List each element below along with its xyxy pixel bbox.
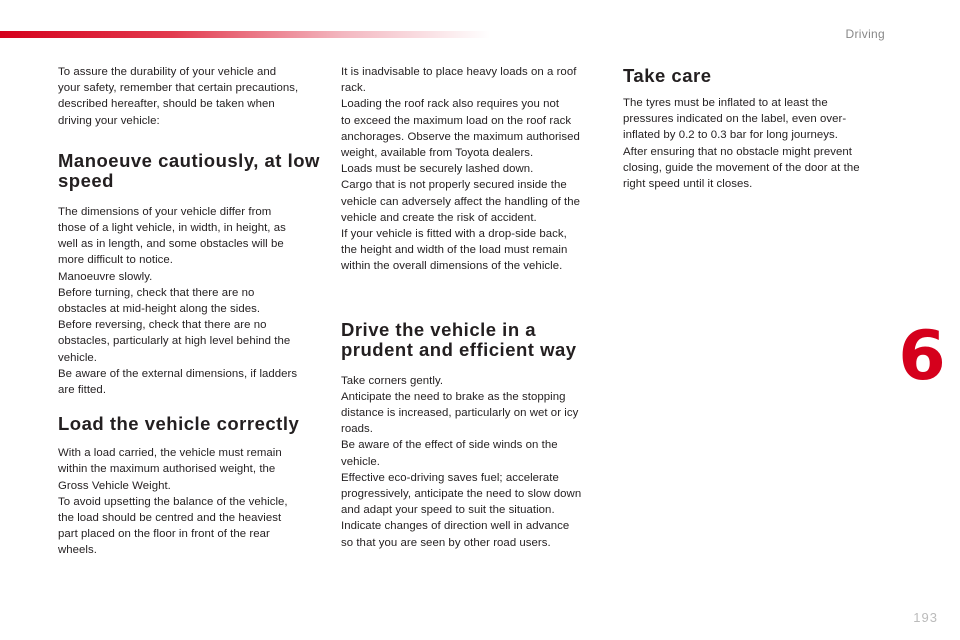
column-left bbox=[58, 64, 320, 559]
section-title: Driving bbox=[845, 27, 885, 41]
drive-paragraph: Take corners gently. Anticipate the need to brake as the stopping distance is increased, particularly on wet or icy roads. Be aware of the effect of side winds on the vehicle. Effective eco-driving saves fuel; accelerate progressively, anticipate the need to slow down and adapt your speed to suit the situation. Indicate changes of direction well in advance so that you are seen by other road users. bbox=[341, 374, 582, 549]
load-paragraph: With a load carried, the vehicle must remain within the maximum authorised weight, the Gross Vehicle Weight. To avoid upsetting the balance of the vehicle, the load should be centred and the heaviest part placed on the floor in front of the rear wheels. bbox=[58, 447, 288, 557]
heading-drive-prudent: Drive the vehicle in a prudent and efficient way bbox=[341, 318, 577, 360]
manoeuvre-paragraph: The dimensions of your vehicle differ from those of a light vehicle, in width, in height, as well as in length, and some obstacles will be more difficult to notice. Manoeuvre slowly. Before turning, check that there are no obstacles at mid-height along the sides. Before reversing, check that there are no obstacles, particularly at high level behind the vehicle. Be aware of the external dimensions, if ladders are fitted. bbox=[58, 205, 298, 397]
roof-rack-paragraph: It is inadvisable to place heavy loads on a roof rack. Loading the roof rack also requires you not to exceed the maximum load on the roof rack anchorages. Observe the maximum authorised weight, available from Toyota dealers. Loads must be securely lashed down. Cargo that is not properly secured inside the vehicle can adversely affect the handling of the vehicle and create the risk of accident. If your vehicle is fitted with a drop-side back, the height and width of the load must remain within the overall dimensions of the vehicle. bbox=[341, 66, 581, 273]
column-right bbox=[623, 66, 885, 192]
heading-take-care: Take care bbox=[623, 65, 712, 86]
intro-paragraph: To assure the durability of your vehicle and your safety, remember that certain precautions, described hereafter, should be taken when driving your vehicle: bbox=[58, 66, 299, 127]
page-number: 193 bbox=[913, 610, 938, 625]
heading-load: Load the vehicle correctly bbox=[58, 413, 300, 435]
chapter-number: 6 bbox=[898, 317, 946, 396]
heading-manoeuvre: Manoeuve cautiously, at low speed bbox=[58, 149, 320, 191]
header-accent-bar bbox=[0, 31, 490, 38]
take-care-paragraph: The tyres must be inflated to at least the pressures indicated on the label, even over- inflated by 0.2 to 0.3 bar for long journeys. After ensuring that no obstacle might prevent closing, guide the movement of the door at the right speed until it closes. bbox=[623, 97, 860, 191]
column-middle bbox=[341, 64, 603, 551]
